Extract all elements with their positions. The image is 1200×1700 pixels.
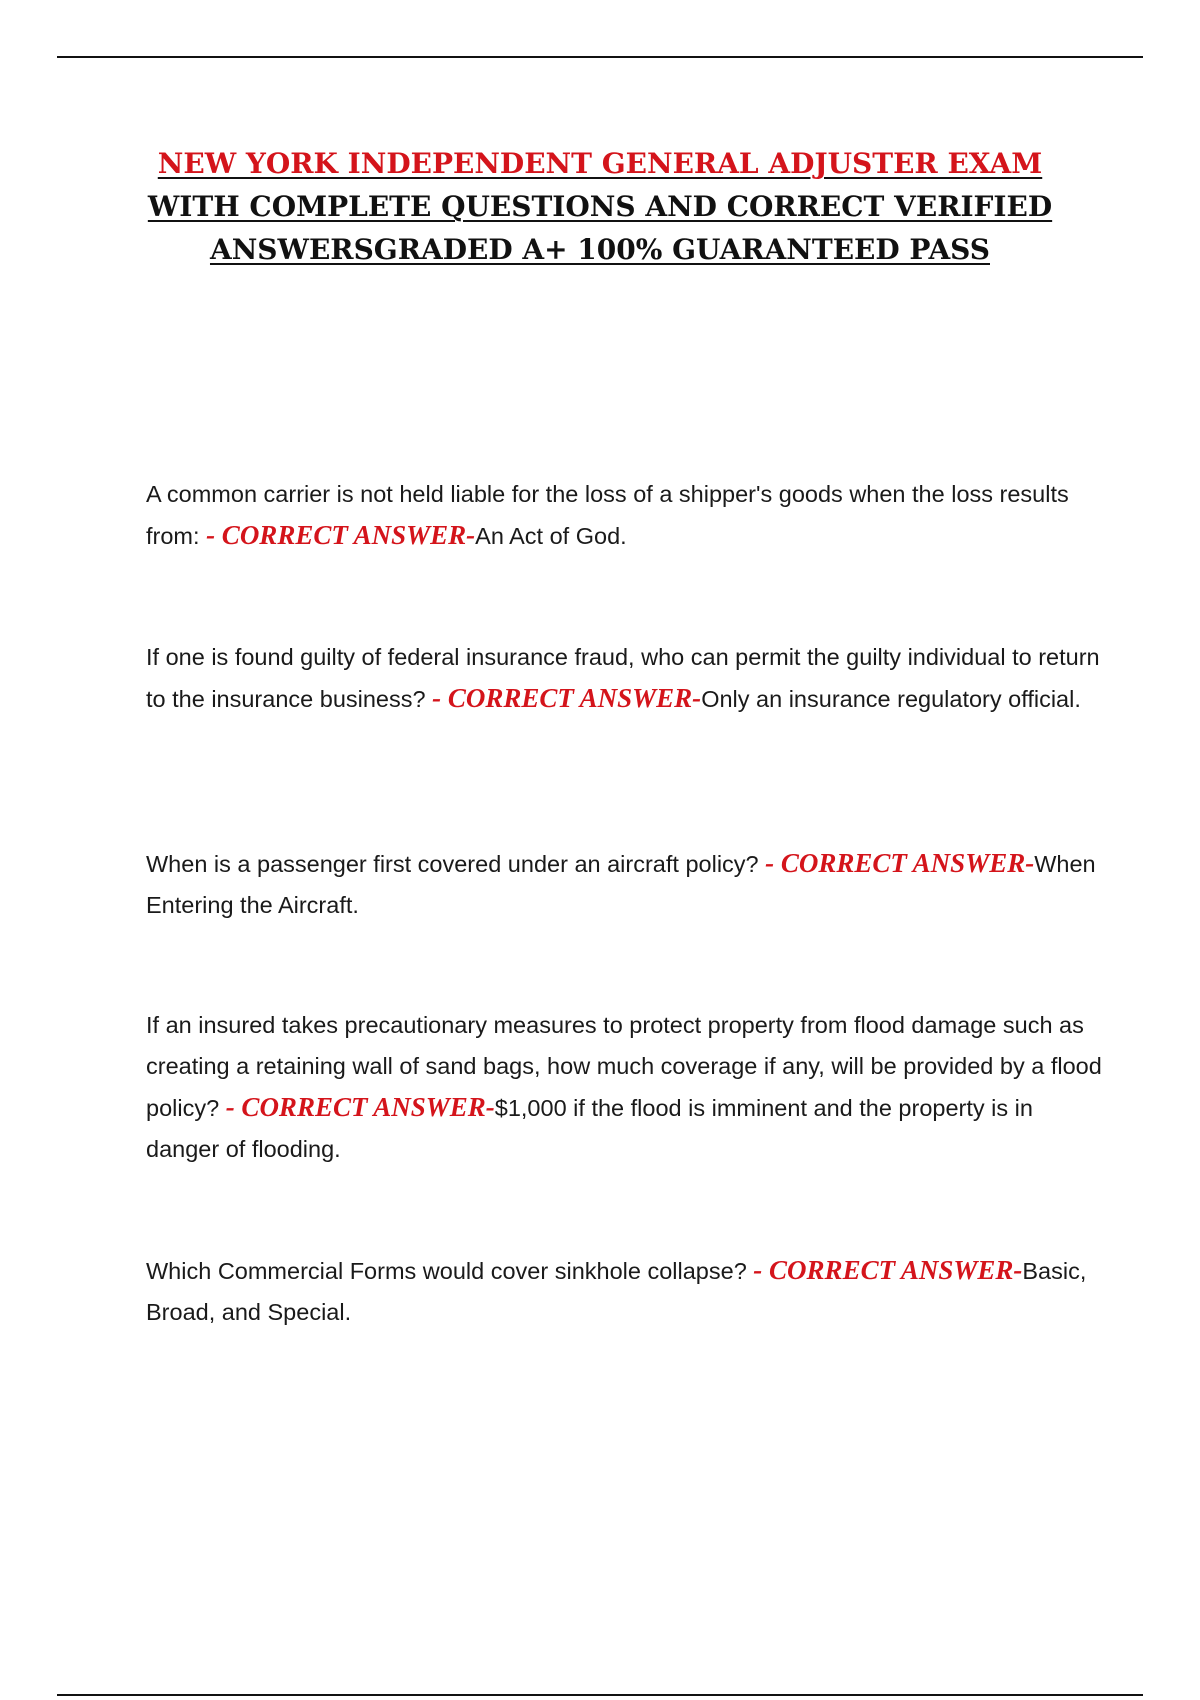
bottom-rule	[57, 1694, 1143, 1696]
qa-item	[146, 1005, 1106, 1170]
correct-answer-marker: - CORRECT ANSWER-	[206, 520, 476, 550]
document-title	[130, 142, 1070, 271]
answer-text: An Act of God.	[475, 523, 627, 549]
question-text: A common carrier is not held liable for the loss of a shipper's goods when the loss results from:	[146, 481, 1069, 549]
top-rule	[57, 56, 1143, 58]
qa-item	[146, 843, 1106, 926]
answer-text: $1,000 if the flood is imminent and the property is in danger of flooding.	[146, 1095, 1033, 1162]
correct-answer-marker: - CORRECT ANSWER-	[225, 1092, 495, 1122]
answer-text: When Entering the Aircraft.	[146, 851, 1096, 918]
answer-text: Only an insurance regulatory official.	[701, 686, 1081, 712]
answer-text: Basic, Broad, and Special.	[146, 1258, 1087, 1325]
title-rest: WITH COMPLETE QUESTIONS AND CORRECT VERIFIED ANSWERSGRADED A+ 100% GUARANTEED PASS	[147, 190, 1053, 266]
question-text: When is a passenger first covered under an aircraft policy?	[146, 851, 766, 877]
qa-item	[146, 637, 1106, 720]
question-text: Which Commercial Forms would cover sinkhole collapse?	[146, 1258, 754, 1284]
correct-answer-marker: - CORRECT ANSWER-	[432, 683, 702, 713]
correct-answer-marker: - CORRECT ANSWER-	[753, 1255, 1023, 1285]
question-text: If an insured takes precautionary measures to protect property from flood damage such as creating a retaining wall of sand bags, how much coverage if any, will be provided by a flood policy?	[146, 1012, 1102, 1121]
qa-item	[146, 474, 1106, 557]
qa-item	[146, 1250, 1106, 1333]
title-highlight: NEW YORK INDEPENDENT GENERAL ADJUSTER EXAM	[157, 147, 1043, 180]
question-text: If one is found guilty of federal insurance fraud, who can permit the guilty individual to return to the insurance business?	[146, 644, 1100, 712]
correct-answer-marker: - CORRECT ANSWER-	[765, 848, 1035, 878]
